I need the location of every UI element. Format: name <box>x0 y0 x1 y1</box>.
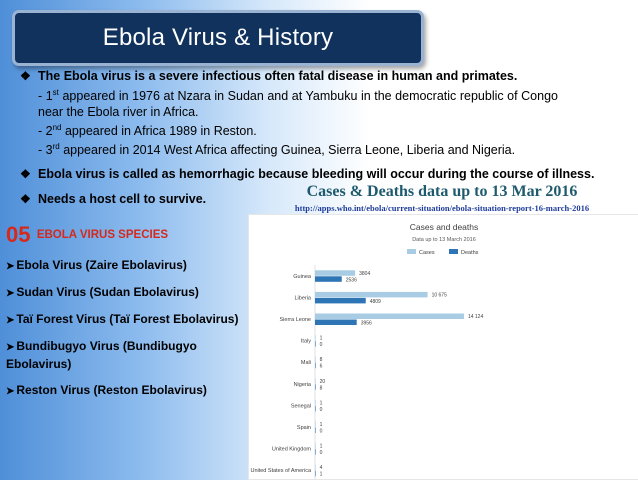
category-label: Liberia <box>294 295 311 302</box>
species-section <box>6 222 246 400</box>
diamond-bullet-icon: ❖ <box>20 192 31 207</box>
chart-subtitle: Data up to 13 March 2016 <box>412 237 476 243</box>
bar-deaths <box>315 406 316 412</box>
species-item: ➤ Taï Forest Virus (Taï Forest Ebolavirus) <box>6 312 239 326</box>
category-label: Sierra Leone <box>279 317 311 323</box>
bar-deaths <box>315 341 316 347</box>
legend-swatch-deaths <box>449 249 458 254</box>
category-label: Mali <box>300 360 311 367</box>
bar-cases <box>315 357 316 363</box>
legend-label-cases: Cases <box>419 250 435 256</box>
bar-deaths <box>315 384 316 390</box>
data-label-cases: 1 <box>319 422 323 428</box>
category-label: Spain <box>296 425 311 431</box>
bullet-text: Needs a host cell to survive. <box>38 192 207 207</box>
species-count: 05 <box>6 222 31 247</box>
bullet-text: The Ebola virus is a severe infectious often fatal disease in human and primates. <box>38 69 518 83</box>
bar-deaths <box>315 471 316 477</box>
bar-deaths <box>315 449 316 455</box>
bar-deaths <box>315 298 366 304</box>
bar-cases <box>315 378 316 384</box>
bar-cases <box>315 270 355 276</box>
bar-deaths <box>315 320 357 326</box>
species-item: ➤ Bundibugyo Virus (Bundibugyo Ebolavirus) <box>6 339 197 371</box>
category-label: United Kingdom <box>271 446 311 453</box>
bar-cases <box>315 292 428 298</box>
data-label-cases: 10 675 <box>431 292 447 299</box>
history-line-2: - 2nd appeared in Africa 1989 in Reston. <box>38 123 257 139</box>
data-label-deaths: 4809 <box>369 298 381 305</box>
bullet-text: Ebola virus is called as hemorrhagic because bleeding will occur during the course of illness. <box>38 167 595 182</box>
category-label: Guinea <box>293 273 311 280</box>
category-label: Nigeria <box>293 381 311 388</box>
slide-title: Ebola Virus & History <box>102 24 334 51</box>
diamond-bullet-icon: ❖ <box>20 167 31 182</box>
bar-deaths <box>315 363 316 369</box>
data-label-deaths: 8 <box>319 385 323 392</box>
data-label-deaths: 3956 <box>360 320 372 327</box>
chart-heading: Cases & Deaths data up to 13 Mar 2016 <box>306 183 578 200</box>
data-label-deaths: 0 <box>319 406 323 413</box>
data-label-cases: 20 <box>319 378 326 385</box>
bullet-hemorrhagic <box>20 166 610 183</box>
history-line-3: - 3rd appeared in 2014 West Africa affecting Guinea, Sierra Leone, Liberia and Nigeria. <box>38 142 516 158</box>
data-label-deaths: 1 <box>319 471 323 478</box>
bar-deaths <box>315 428 316 434</box>
history-line-1: - 1st appeared in 1976 at Nzara in Sudan and at Yambuku in the democratic republic of Congo near the Ebola river in Africa. <box>38 88 558 120</box>
species-heading-text: EBOLA VIRUS SPECIES <box>36 229 169 241</box>
data-label-cases: 1 <box>319 335 323 342</box>
bar-cases <box>315 443 316 449</box>
legend-swatch-cases <box>407 249 416 254</box>
bullet-host-cell <box>20 191 288 208</box>
bar-cases <box>315 314 464 320</box>
bar-deaths <box>315 276 342 282</box>
species-item: ➤ Sudan Virus (Sudan Ebolavirus) <box>6 285 199 299</box>
data-label-deaths: 6 <box>319 363 323 370</box>
chart-source-url: http://apps.who.int/ebola/current-situation/ebola-situation-report-16-march-2016 <box>294 203 590 213</box>
data-label-cases: 4 <box>319 465 323 472</box>
chart-panel <box>248 214 638 480</box>
chart-title: Cases and deaths <box>409 222 479 232</box>
category-label: Italy <box>300 338 311 345</box>
arrow-bullet-icon: ➤ <box>6 288 15 299</box>
category-label: Senegal <box>290 403 311 410</box>
title-banner <box>12 10 424 66</box>
arrow-bullet-icon: ➤ <box>6 261 15 272</box>
bar-cases <box>315 422 316 428</box>
cases-deaths-chart <box>249 215 638 479</box>
data-label-deaths: 2536 <box>345 277 357 284</box>
arrow-bullet-icon: ➤ <box>6 342 15 353</box>
bullet-ebola-definition <box>20 68 610 158</box>
species-item: ➤ Ebola Virus (Zaire Ebolavirus) <box>6 258 187 272</box>
data-label-cases: 8 <box>319 357 323 364</box>
species-item: ➤ Reston Virus (Reston Ebolavirus) <box>6 383 207 397</box>
diamond-bullet-icon: ❖ <box>20 69 31 83</box>
data-label-cases: 14 124 <box>467 314 484 320</box>
data-label-cases: 1 <box>319 400 323 407</box>
arrow-bullet-icon: ➤ <box>6 386 15 397</box>
data-label-deaths: 0 <box>319 428 323 435</box>
category-label: United States of America <box>250 468 311 475</box>
bar-cases <box>315 335 316 341</box>
species-heading <box>6 222 246 248</box>
data-label-deaths: 0 <box>319 342 323 349</box>
legend-label-deaths: Deaths <box>461 250 479 256</box>
bar-cases <box>315 400 316 406</box>
data-label-cases: 1 <box>319 443 323 450</box>
data-label-cases: 3804 <box>359 270 371 277</box>
data-label-deaths: 0 <box>319 450 323 457</box>
arrow-bullet-icon: ➤ <box>6 315 15 326</box>
bar-cases <box>315 465 316 471</box>
